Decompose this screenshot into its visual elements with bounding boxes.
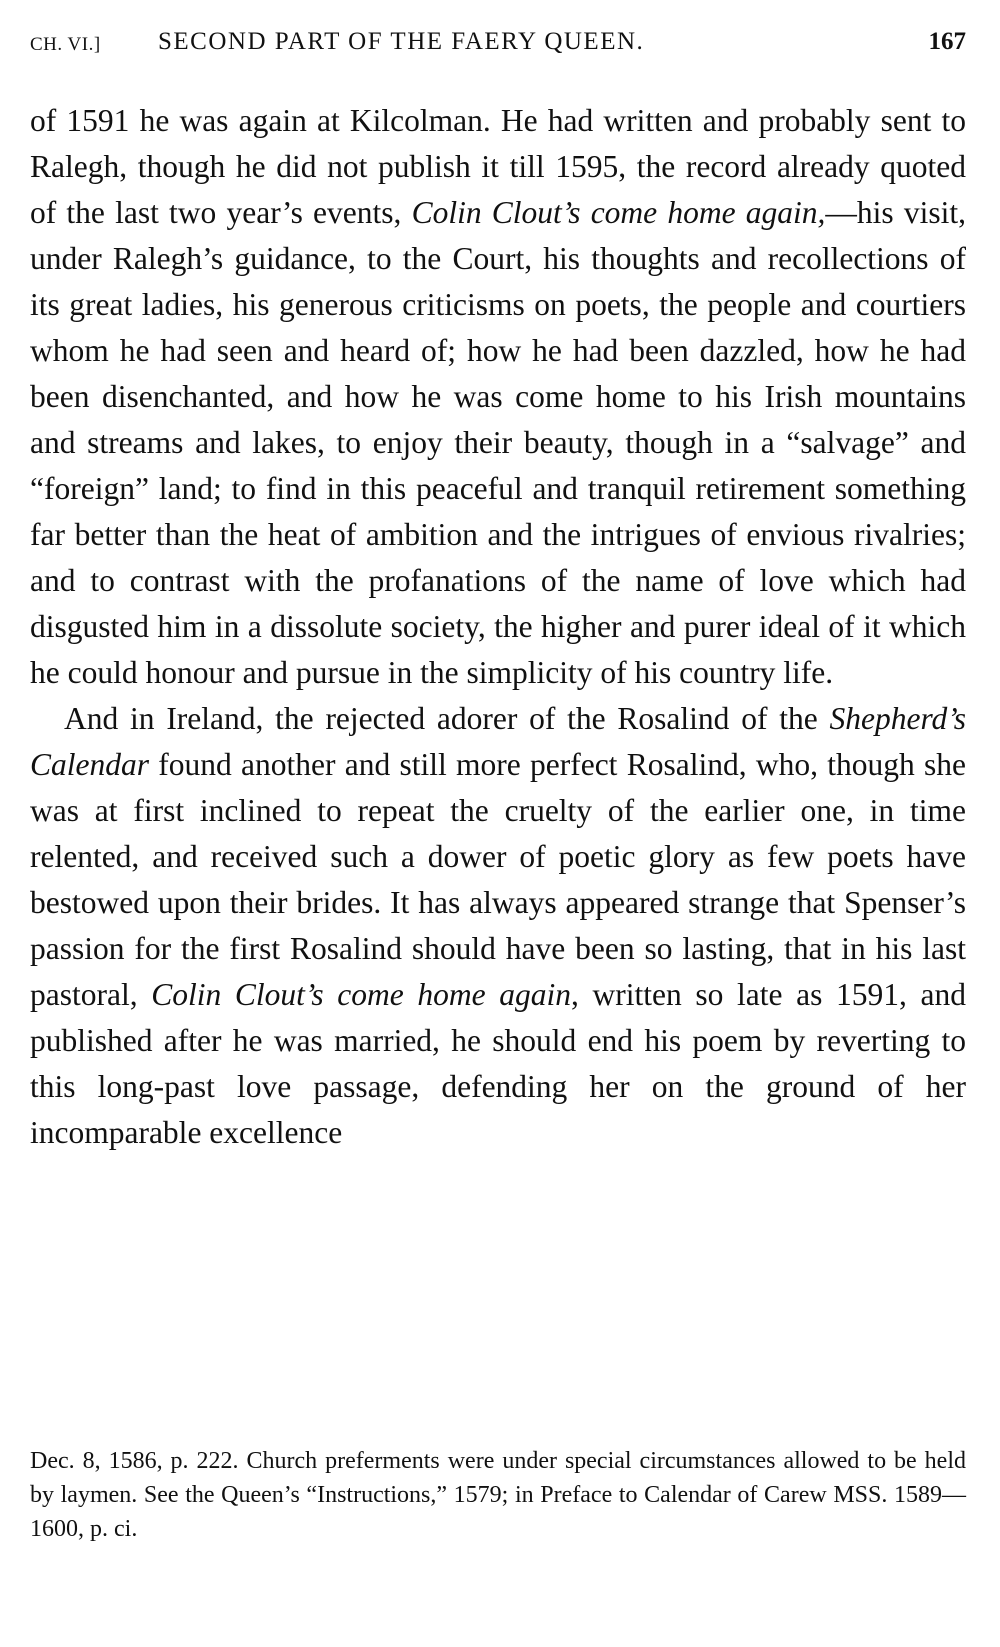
footnote-text: Dec. 8, 1586, p. 222. Church preferments were under special circumstances allowed to be held by laymen. See the Queen’s “Instructions,” 1579; in Preface to Calendar of Carew MSS. 1589—1600, p. ci.: [30, 1448, 966, 1542]
page-number: 167: [928, 28, 966, 55]
text-segment: , written so late as 1591, and published after he was married, he should end his poem by reverting to this long-past love passage, defending her on the ground of her incomparable excellence: [30, 977, 966, 1150]
text-segment: —his visit, under Ralegh’s guidance, to the Court, his thoughts and recollections of its great ladies, his generous criticisms on poets, the people and courtiers whom he had seen and heard of; how he had been dazzled, how he had been disenchanted, and how he was come home to his Irish mountains and streams and lakes, to enjoy their beauty, though in a “salvage” and “foreign” land; to find in this peaceful and tranquil retirement something far better than the heat of ambition and the intrigues of envious rivalries; and to contrast with the profanations of the name of love which had disgusted him in a dissolute society, the higher and purer ideal of it which he could honour and pursue in the simplicity of his country life.: [30, 195, 966, 690]
body-text: [30, 98, 966, 1156]
footnote: [30, 1444, 966, 1546]
text-segment: of 1591 he was again at Kilcolman. He had written and probably sent to Ralegh, though he did not publish it till 1595, the record already quoted of the last two year’s events,: [30, 103, 966, 230]
text-segment: found another and still more perfect Rosalind, who, though she was at first inclined to repeat the cruelty of the earlier one, in time relented, and received such a dower of poetic glory as few poets have bestowed upon their brides. It has always appeared strange that Spenser’s passion for the first Rosalind should have been so lasting, that in his last pastoral,: [30, 747, 966, 1012]
text-segment: And in Ireland, the rejected adorer of the Rosalind of the: [64, 701, 830, 736]
paragraph: [30, 696, 966, 1156]
page-header: [30, 28, 966, 68]
italic-title: Shepherd’s Calendar: [30, 701, 966, 782]
chapter-marker: CH. VI.]: [30, 34, 101, 55]
italic-title: Colin Clout’s come home again: [151, 977, 571, 1012]
book-page: [30, 28, 966, 1628]
italic-title: Colin Clout’s come home again,: [411, 195, 826, 230]
running-title: SECOND PART OF THE FAERY QUEEN.: [158, 28, 645, 55]
paragraph: [30, 98, 966, 696]
